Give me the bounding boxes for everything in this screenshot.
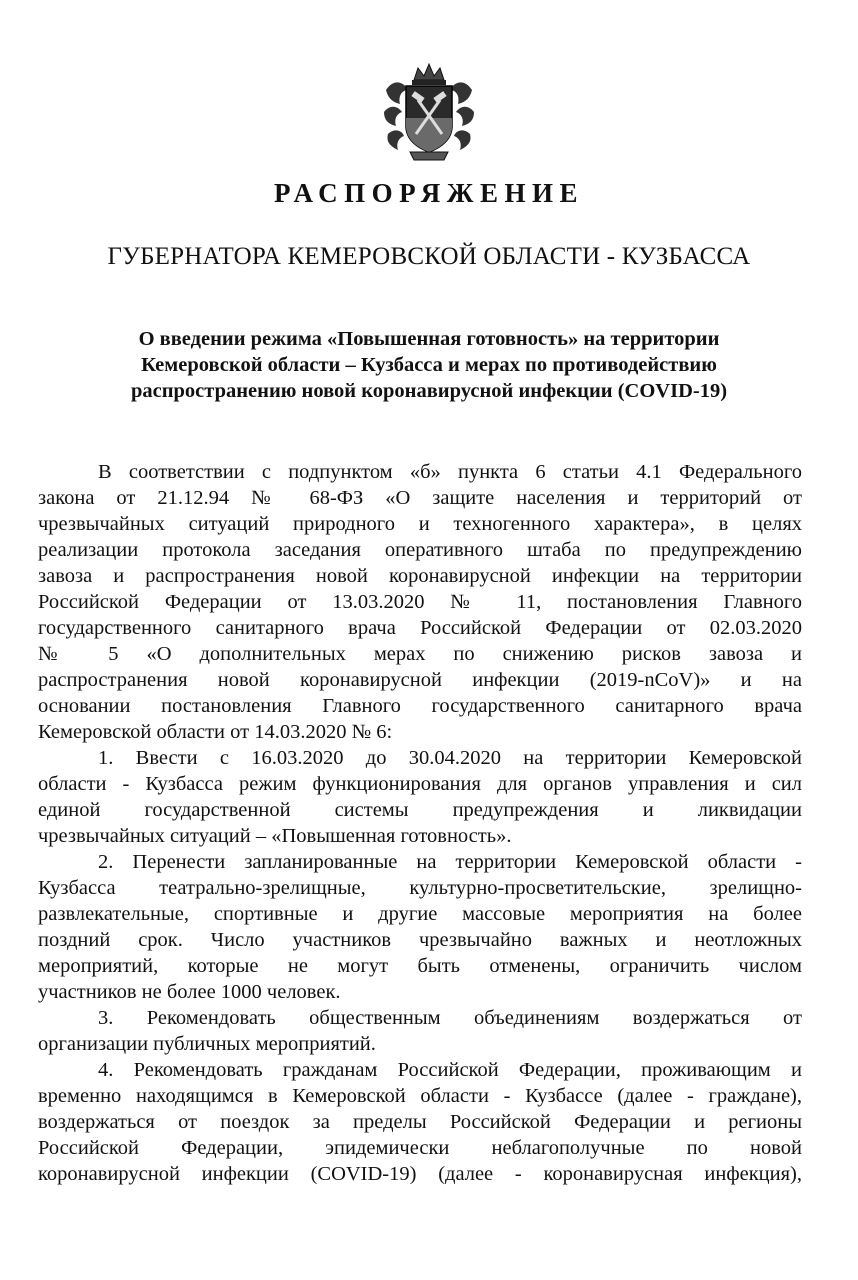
preamble-line: Кемеровской области от 14.03.2020 № 6: xyxy=(38,721,393,743)
document-type-title: РАСПОРЯЖЕНИЕ xyxy=(273,178,585,208)
item-4-line: 4. Рекомендовать гражданам Российской Федерации, проживающим и xyxy=(98,1059,802,1081)
issuing-authority: ГУБЕРНАТОРА КЕМЕРОВСКОЙ ОБЛАСТИ - КУЗБАССА xyxy=(107,243,751,270)
item-4-line: воздержаться от поездок за пределы Российской Федерации и регионы xyxy=(38,1111,802,1133)
item-3-line: 3. Рекомендовать общественным объединениям воздержаться от xyxy=(98,1007,802,1029)
item-1-line: единой государственной системы предупреждения и ликвидации xyxy=(38,799,802,821)
subject-line: Кемеровской области – Кузбасса и мерах по противодействию xyxy=(141,354,717,376)
item-2-line: поздний срок. Число участников чрезвычайно важных и неотложных xyxy=(38,929,802,951)
item-3-line: организации публичных мероприятий. xyxy=(38,1033,376,1055)
item-4-line: временно находящимся в Кемеровской области - Кузбассе (далее - граждане), xyxy=(38,1085,802,1107)
preamble-line: В соответствии с подпунктом «б» пункта 6 статьи 4.1 Федерального xyxy=(98,461,802,483)
item-4-line: Российской Федерации, эпидемически неблагополучные по новой xyxy=(38,1137,802,1159)
item-4-line: коронавирусной инфекции (COVID-19) (далее - коронавирусная инфекция), xyxy=(38,1163,802,1185)
preamble-line: Российской Федерации от 13.03.2020 № 11, постановления Главного xyxy=(38,591,802,613)
kemerovo-coat-of-arms-icon xyxy=(382,60,476,164)
item-2-line: участников не более 1000 человек. xyxy=(38,981,341,1003)
preamble-line: завоза и распространения новой коронавирусной инфекции на территории xyxy=(38,565,802,587)
document-body xyxy=(38,459,802,1187)
item-2-line: развлекательные, спортивные и другие массовые мероприятия на более xyxy=(38,903,802,925)
preamble-line: распространения новой коронавирусной инфекции (2019-nCoV)» и на xyxy=(38,669,802,691)
item-2-line: мероприятий, которые не могут быть отменены, ограничить числом xyxy=(38,955,802,977)
preamble-line: закона от 21.12.94 № 68-ФЗ «О защите населения и территорий от xyxy=(38,487,802,509)
preamble-line: государственного санитарного врача Российской Федерации от 02.03.2020 xyxy=(38,617,802,639)
preamble-line: основании постановления Главного государственного санитарного врача xyxy=(38,695,802,717)
preamble-line: № 5 «О дополнительных мерах по снижению рисков завоза и xyxy=(38,643,802,665)
preamble-line: чрезвычайных ситуаций природного и техногенного характера», в целях xyxy=(38,513,802,535)
item-1-line: чрезвычайных ситуаций – «Повышенная готовность». xyxy=(38,825,512,847)
item-1-line: 1. Ввести с 16.03.2020 до 30.04.2020 на территории Кемеровской xyxy=(98,747,802,769)
item-2-line: Кузбасса театрально-зрелищные, культурно-просветительские, зрелищно- xyxy=(38,877,802,899)
item-2-line: 2. Перенести запланированные на территории Кемеровской области - xyxy=(98,851,802,873)
item-1-line: области - Кузбасса режим функционирования для органов управления и сил xyxy=(38,773,802,795)
subject-line: распространению новой коронавирусной инфекции (COVID-19) xyxy=(130,380,728,402)
preamble-line: реализации протокола заседания оперативного штаба по предупреждению xyxy=(38,539,802,561)
document-subject xyxy=(60,326,798,404)
subject-line: О введении режима «Повышенная готовность» на территории xyxy=(138,328,720,350)
